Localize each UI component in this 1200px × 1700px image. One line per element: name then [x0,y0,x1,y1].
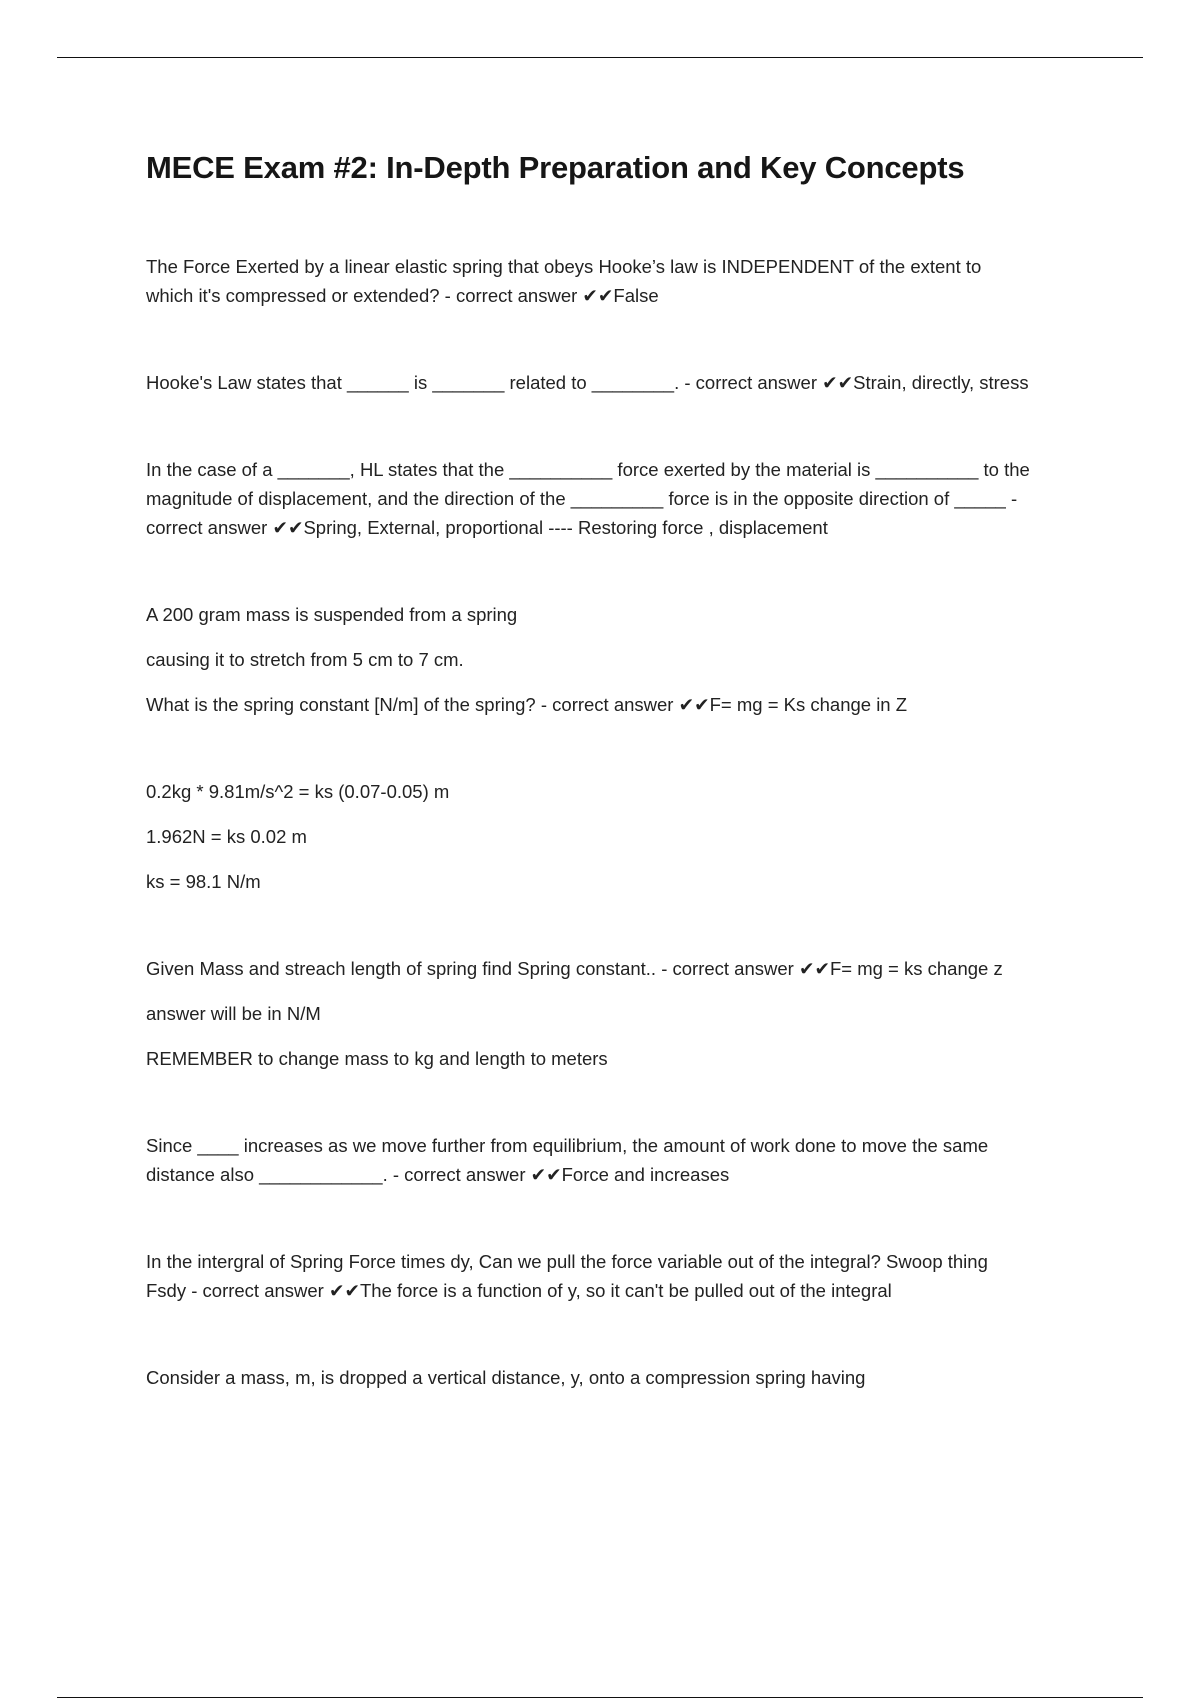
question-5-line-2: answer will be in N/M [146,1003,321,1024]
question-3 [146,455,1096,542]
question-7-line-1: In the intergral of Spring Force times dy, Can we pull the force variable out of the integral? Swoop thing [146,1251,988,1272]
bottom-rule [57,1697,1143,1698]
question-4-line-2: causing it to stretch from 5 cm to 7 cm. [146,649,464,670]
question-4-line-1: A 200 gram mass is suspended from a spring [146,604,518,625]
question-4-work-line-2: 1.962N = ks 0.02 m [146,826,307,847]
document-body [146,148,1096,1392]
question-1-line-2: which it's compressed or extended? - correct answer ✔✔False [146,285,659,306]
question-6-line-2: distance also ____________. - correct answer ✔✔Force and increases [146,1164,730,1185]
question-4-line-3: What is the spring constant [N/m] of the spring? - correct answer ✔✔F= mg = Ks change in Z [146,694,908,715]
question-3-line-3: correct answer ✔✔Spring, External, proportional ---- Restoring force , displacement [146,517,828,538]
question-5-line-1: Given Mass and streach length of spring find Spring constant.. - correct answer ✔✔F= mg = ks change z [146,958,1003,979]
question-3-line-1: In the case of a _______, HL states that the __________ force exerted by the material is __________ to the [146,459,1030,480]
top-rule [57,57,1143,58]
question-4-work-line-1: 0.2kg * 9.81m/s^2 = ks (0.07-0.05) m [146,781,450,802]
question-6 [146,1131,1096,1189]
document-title: MECE Exam #2: In-Depth Preparation and Key Concepts [146,150,965,185]
question-2-line-1: Hooke's Law states that ______ is _______ related to ________. - correct answer ✔✔Strain, directly, stress [146,372,1029,393]
question-4-work-line-3: ks = 98.1 N/m [146,871,261,892]
question-8 [146,1363,1096,1392]
question-8-line-1: Consider a mass, m, is dropped a vertical distance, y, onto a compression spring having [146,1367,866,1388]
question-4 [146,600,1096,719]
question-4-work [146,777,1096,896]
question-1-line-1: The Force Exerted by a linear elastic spring that obeys Hooke’s law is INDEPENDENT of the extent to [146,256,982,277]
question-1 [146,252,1096,310]
question-7-line-2: Fsdy - correct answer ✔✔The force is a function of y, so it can't be pulled out of the integral [146,1280,892,1301]
question-3-line-2: magnitude of displacement, and the direction of the _________ force is in the opposite direction of _____ - [146,488,1018,509]
question-2 [146,368,1096,397]
question-7 [146,1247,1096,1305]
question-6-line-1: Since ____ increases as we move further from equilibrium, the amount of work done to move the same [146,1135,989,1156]
question-5 [146,954,1096,1073]
question-5-line-3: REMEMBER to change mass to kg and length to meters [146,1048,608,1069]
